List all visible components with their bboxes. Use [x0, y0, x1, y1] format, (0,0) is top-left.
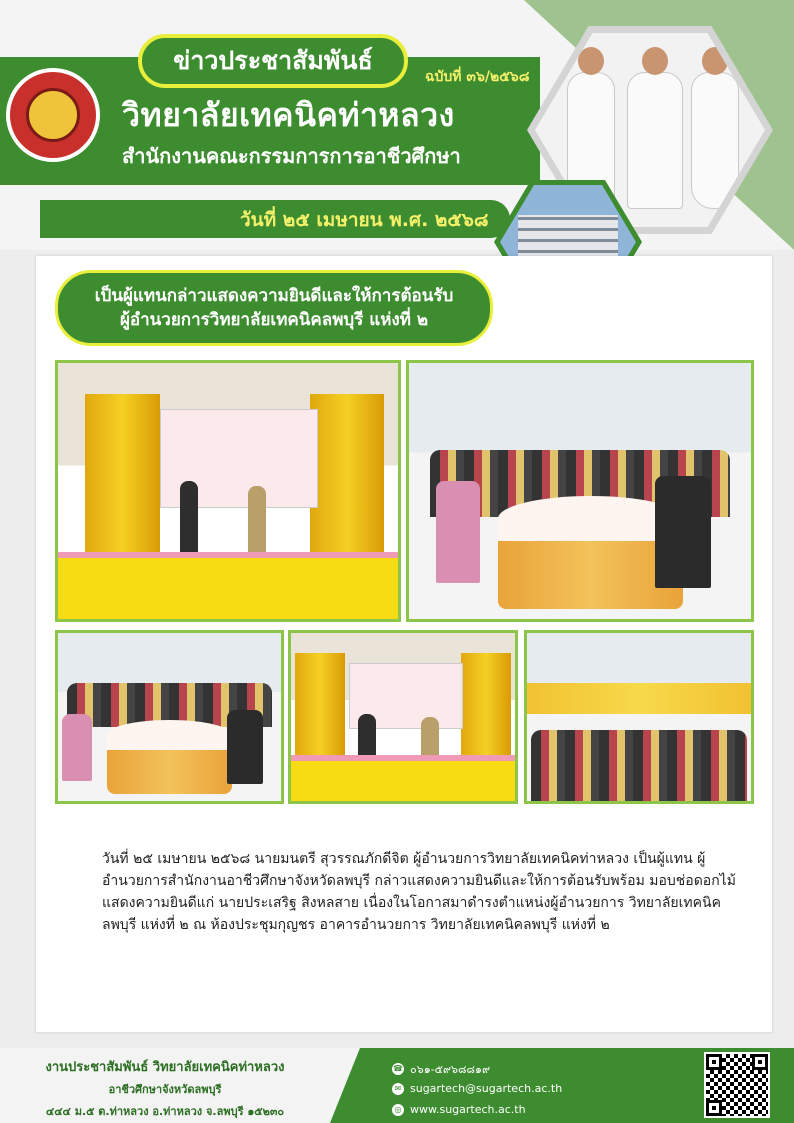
footer-left	[0, 1048, 330, 1123]
photo-table-guests	[55, 630, 284, 804]
college-name: วิทยาลัยเทคนิคท่าหลวง	[122, 96, 455, 134]
footer-address: ๔๔๔ ม.๕ ต.ท่าหลวง อ.ท่าหลวง จ.ลพบุรี ๑๕๒๓๐	[45, 1105, 285, 1118]
headline-line-2: ผู้อำนวยการวิทยาลัยเทคนิคลพบุรี แห่งที่ ๒	[119, 310, 429, 330]
news-paragraph	[56, 848, 746, 936]
footer-sub: อาชีวศึกษาจังหวัดลพบุรี	[108, 1083, 222, 1096]
qr-code[interactable]	[704, 1052, 770, 1118]
headline	[55, 270, 493, 346]
phone-number: ๐๖๑-๕๙๖๘๘๑๙	[410, 1063, 491, 1076]
college-logo	[6, 68, 100, 162]
photo-stage-speech	[55, 360, 401, 622]
email-icon: ✉	[392, 1083, 404, 1095]
footer-org: งานประชาสัมพันธ์ วิทยาลัยเทคนิคท่าหลวง	[45, 1060, 285, 1075]
photo-stage-presentation	[288, 630, 518, 804]
headline-line-1: เป็นผู้แทนกล่าวแสดงความยินดีและให้การต้อนรับ	[94, 286, 454, 306]
publish-date: วันที่ ๒๕ เมษายน พ.ศ. ๒๕๖๘	[240, 209, 489, 231]
contact-phone	[392, 1060, 490, 1078]
news-body: วันที่ ๒๕ เมษายน ๒๕๖๘ นายมนตรี สุวรรณภักดีจิต ผู้อำนวยการวิทยาลัยเทคนิคท่าหลวง เป็นผู้แทน ผู้อำนวยการสำนักงานอาชีวศึกษาจังหวัดลพบุรี กล่าวแสดงความยินดีและให้การต้อนรับพร้อม มอบช่อดอกไม้แสดงความยินดีแก่ นายประเสริฐ สิงหลสาย เนื่องในโอกาสมาดำรงตำแหน่งผู้อำนวยการ วิทยาลัยเทคนิคลพบุรี แห่งที่ ๒ ณ ห้องประชุมกุญชร อาคารอำนวยการ วิทยาลัยเทคนิคลพบุรี แห่งที่ ๒	[102, 851, 736, 933]
phone-icon: ☎	[393, 1064, 403, 1073]
photo-dinner-table	[406, 360, 754, 622]
footer-divider	[330, 1048, 360, 1123]
section-label: ข่าวประชาสัมพันธ์	[138, 34, 408, 88]
contact-website	[392, 1103, 526, 1116]
website-url[interactable]: www.sugartech.ac.th	[410, 1103, 526, 1116]
web-icon: ◎	[392, 1104, 404, 1116]
email-address[interactable]: sugartech@sugartech.ac.th	[410, 1082, 563, 1095]
photo-hall-overview	[524, 630, 754, 804]
issue-number: ฉบับที่ ๓๖/๒๕๖๘	[425, 69, 530, 85]
contact-email	[392, 1082, 562, 1095]
office-name: สำนักงานคณะกรรมการการอาชีวศึกษา	[122, 144, 461, 168]
